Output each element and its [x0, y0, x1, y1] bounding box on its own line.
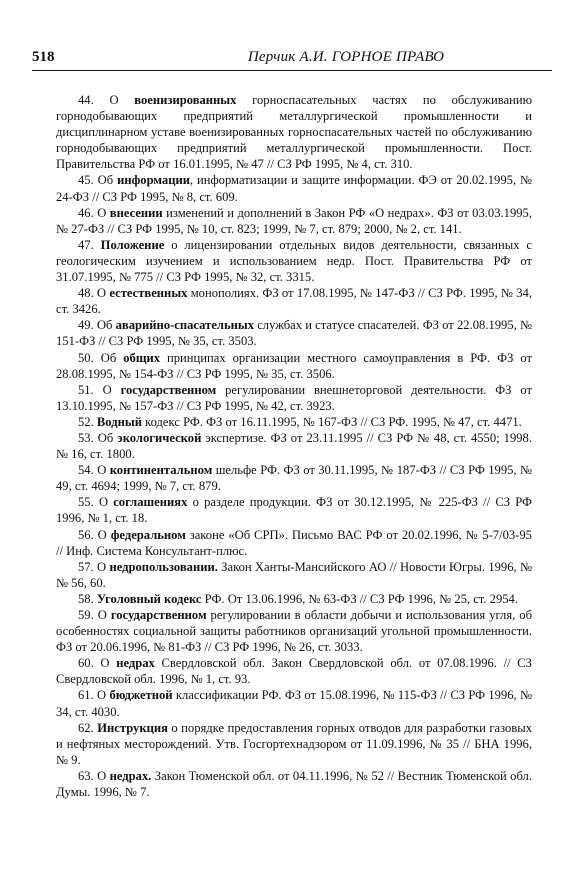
entry-keyword: информации: [117, 173, 190, 188]
entry-prefix: Об: [97, 173, 118, 188]
page-header: [32, 48, 552, 71]
entry-text: Закон Тюменской обл. от 04.11.1996, № 52 // Вестник Тюменской обл. Думы. 1996, № 7.: [56, 768, 532, 800]
entry-number: 55.: [78, 495, 94, 510]
running-title: Перчик А.И. ГОРНОЕ ПРАВО: [247, 49, 445, 65]
bibliography-entry: [56, 559, 532, 591]
bibliography-entry: [56, 527, 532, 559]
entry-text: регулировании в области добычи и использования угля, об особенностях социальной защиты работников организаций угольной промышленности. ФЗ от 20.06.1996, № 81-ФЗ // СЗ РФ 1996, № 26, ст. 3033.: [56, 608, 532, 655]
entry-prefix: О: [97, 527, 111, 542]
entry-number: 54.: [78, 463, 94, 478]
entry-number: 61.: [78, 688, 94, 703]
entry-prefix: Об: [96, 318, 116, 333]
entry-text: службах и статусе спасателей. ФЗ от 22.08.1995, № 151-ФЗ // СЗ РФ 1995, № 35, ст. 3503.: [56, 318, 532, 349]
entry-keyword: естественных: [109, 286, 188, 301]
entry-number: 48.: [78, 286, 94, 301]
entry-keyword: военизированных: [134, 93, 237, 107]
entry-keyword: Инструкция: [97, 720, 168, 735]
entry-number: 57.: [78, 559, 94, 574]
entry-number: 51.: [78, 382, 94, 397]
entry-text: , информатизации и защите информации. ФЭ от 20.02.1995, № 24-ФЗ // СЗ РФ 1995, № 8, ст. 609.: [56, 173, 532, 204]
bibliography-entry: [56, 720, 532, 768]
entry-text: о порядке предоставления горных отводов для разработки газовых и нефтяных месторождений. Утв. Госгортехнадзором от 11.09.1996, № 35 // БНА 1996, № 9.: [56, 720, 533, 767]
entry-keyword: Уголовный кодекс: [96, 591, 202, 606]
entry-keyword: федеральном: [110, 527, 186, 542]
entry-number: 49.: [78, 318, 94, 333]
entry-number: 63.: [78, 768, 94, 783]
entry-text: изменений и дополнений в Закон РФ «О недрах». ФЗ от 03.03.1995, № 27-ФЗ // СЗ РФ 1995, № 10, ст. 823; 1999, № 7, ст. 879; 2000, № 2, ст. 141.: [56, 205, 532, 236]
bibliography-entry: [56, 382, 532, 414]
entry-number: 60.: [78, 656, 94, 671]
entry-text: классификации РФ. ФЗ от 15.08.1996, № 115-ФЗ // СЗ РФ 1996, № 34, ст. 4030.: [56, 688, 532, 719]
bibliography-entry: [56, 687, 532, 719]
bibliography-entry: [56, 350, 532, 382]
entry-prefix: О: [97, 559, 110, 574]
entry-prefix: О: [109, 93, 135, 107]
bibliography-entry: [56, 655, 532, 687]
bibliography-entry: [56, 494, 532, 526]
entry-prefix: О: [97, 205, 110, 220]
entry-text: монополиях. ФЗ от 17.08.1995, № 147-ФЗ // СЗ РФ. 1995, № 34, ст. 3426.: [56, 286, 532, 317]
entry-prefix: Об: [97, 430, 118, 445]
entry-prefix: О: [97, 463, 110, 478]
entry-prefix: О: [102, 382, 121, 397]
bibliography-entry: [56, 591, 532, 607]
entry-number: 62.: [78, 720, 94, 735]
entry-prefix: О: [98, 495, 114, 510]
entry-text: экспертизе. ФЗ от 23.11.1995 // СЗ РФ № 48, ст. 4550; 1998. № 16, ст. 1800.: [56, 430, 532, 462]
bibliography-entry: [56, 92, 532, 172]
entry-text: кодекс РФ. ФЗ от 16.11.1995, № 167-ФЗ // СЗ РФ. 1995, № 47, ст. 4471.: [141, 414, 522, 429]
bibliography-entry: [56, 768, 532, 800]
entry-number: 50.: [78, 350, 94, 365]
bibliography-entry: [56, 430, 532, 462]
entry-text: законе «Об СРП». Письмо ВАС РФ от 20.02.1996, № 5-7/03-95 // Инф. Система Консультант-плюс.: [56, 527, 532, 558]
entry-number: 46.: [78, 205, 94, 220]
bibliography-entry: [56, 237, 532, 285]
bibliography-entry: [56, 205, 532, 237]
entry-prefix: Об: [100, 350, 124, 365]
bibliography-entry: [56, 172, 532, 204]
entry-prefix: О: [97, 768, 110, 783]
entry-number: 56.: [78, 527, 94, 542]
entry-keyword: недропользовании.: [109, 559, 218, 574]
entry-number: 59.: [78, 608, 94, 622]
entry-number: 58.: [78, 591, 94, 606]
entry-text: принципах организации местного самоуправления в РФ. ФЗ от 28.08.1995, № 154-ФЗ // СЗ РФ 1995, № 35, ст. 3506.: [56, 350, 532, 381]
entry-text: Свердловской обл. Закон Свердловской обл. от 07.08.1996. // СЗ Свердловской обл. 1996, № 1, ст. 93.: [56, 656, 532, 687]
entry-prefix: О: [97, 608, 111, 622]
entry-text: РФ. От 13.06.1996, № 63-ФЗ // СЗ РФ 1996, № 25, ст. 2954.: [201, 591, 518, 606]
bibliography-entry: [56, 285, 532, 317]
entry-keyword: государственном: [120, 382, 217, 397]
entry-number: 53.: [78, 430, 94, 445]
entry-keyword: недрах: [116, 656, 155, 671]
entry-text: о разделе продукции. ФЗ от 30.12.1995, № 225-ФЗ // СЗ РФ 1996, № 1, ст. 18.: [56, 495, 532, 526]
entry-keyword: континентальном: [109, 463, 213, 478]
entry-number: 52.: [78, 414, 94, 429]
entry-keyword: соглашениях: [113, 495, 188, 510]
entry-text: о лицензировании отдельных видов деятельности, связанных с геологическим изучением и использованием недр. Пост. Правительства РФ от 31.07.1995, № 775 // СЗ РФ 1995, № 32, ст. 3315.: [56, 237, 532, 285]
entry-prefix: О: [97, 688, 110, 703]
entry-keyword: государственном: [110, 608, 207, 622]
bibliography-entry: [56, 414, 532, 430]
entry-number: 47.: [78, 237, 94, 252]
entry-prefix: О: [100, 656, 117, 671]
entry-prefix: О: [97, 286, 110, 301]
entry-number: 45.: [78, 173, 94, 188]
bibliography-entry: [56, 607, 532, 655]
entry-keyword: экологической: [117, 430, 202, 445]
entry-text: Закон Ханты-Мансийского АО // Новости Югры. 1996, №№ 56, 60.: [56, 559, 532, 590]
bibliography-entry: [56, 317, 532, 349]
entry-number: 44.: [78, 93, 94, 107]
entry-keyword: недрах.: [109, 768, 152, 783]
entry-text: регулировании внешнеторговой деятельности. ФЗ от 13.10.1995, № 157-ФЗ // СЗ РФ 1995, № 42, ст. 3923.: [56, 382, 532, 413]
bibliography-list: [56, 92, 532, 800]
page-number: 518: [32, 49, 55, 65]
entry-keyword: Положение: [100, 237, 165, 252]
entry-keyword: бюджетной: [109, 688, 173, 703]
bibliography-entry: [56, 462, 532, 494]
entry-keyword: аварийно-спасательных: [115, 318, 255, 333]
entry-keyword: внесении: [109, 205, 163, 220]
entry-keyword: общих: [123, 350, 161, 365]
entry-text: горноспасательных частях по обслуживанию горнодобывающих предприятий металлургической промышленности и дисциплинарном уставе военизированных горноспасательных частей по обслуживанию горнодобывающих предприятий металлургической промышленности. Пост. Правительства РФ от 16.01.1995, № 47 // СЗ РФ 1995, № 4, ст. 310.: [56, 93, 533, 172]
entry-text: шельфе РФ. ФЗ от 30.11.1995, № 187-ФЗ // СЗ РФ 1995, № 49, ст. 4694; 1999, № 7, ст. 879.: [56, 463, 533, 494]
entry-keyword: Водный: [96, 414, 142, 429]
